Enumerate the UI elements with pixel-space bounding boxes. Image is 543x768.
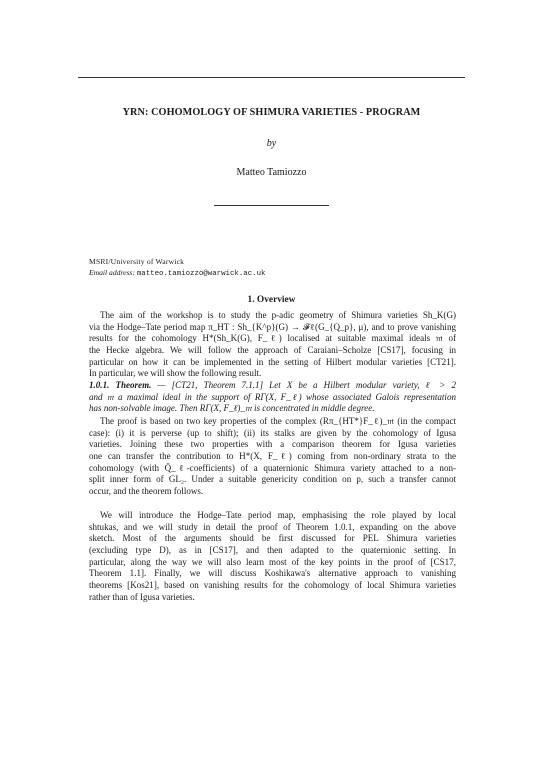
section-heading: 1. Overview [247,295,296,305]
email-label: Email address: [89,268,135,277]
text-line: occur, and the theorem follows. [89,486,204,497]
author-name: Matteo Tamiozzo [236,167,307,178]
paper-title: YRN: COHOMOLOGY OF SHIMURA VARIETIES - PROGRAM [122,107,421,118]
text-line: particular on how it can be implemented in the setting of Hilbert modular varieties [CT21]. [89,356,456,367]
byline-by: by [266,138,277,149]
text-line: rather than of Igusa varieties. [89,591,195,602]
text-line: The aim of the workshop is to study the p-adic geometry of Shimura varieties Sh_K(G) [100,310,456,320]
text-line: via the Hodge–Tate period map π_HT : Sh_{K^p}(G) → 𝓕ℓ(G_{Q_p}, μ), and to prove vanishing [89,321,456,332]
theorem-text: — [CT21, Theorem 7.1.1] Let X be a Hilbert modular variety, ℓ > 2 [151,380,456,390]
text-line: the Hecke algebra. We will follow the approach of Caraiani–Scholze [CS17], focusing in [89,345,456,356]
affiliation: MSRI/University of Warwick [89,257,185,266]
text-line: In particular, we will show the following result. [89,368,262,379]
paragraph-intro [89,310,456,380]
paragraph-proof-sketch [89,416,456,498]
theorem-text: has non-solvable image. Then RΓ(X, F_ℓ)_𝔪 is concentrated in middle degree. [89,403,375,414]
author-rule [214,205,329,206]
header-rule [78,77,465,78]
email-address: matteo.tamiozzo@warwick.ac.uk [136,270,266,278]
theorem-first-line [89,380,456,392]
text-line: The proof is based on two key properties of the complex (Rπ_{HT*}F_ℓ)_𝔪 (in the compact [100,416,456,426]
text-line: theorems [Kos21], based on vanishing results for the cohomology of local Shimura varieties [89,580,456,591]
theorem-text: and 𝔪 a maximal ideal in the support of RΓ(X, F_ℓ) whose associated Galois representation [89,391,456,402]
text-line: case): (i) it is perverse (up to shift); (ii) its stalks are given by the cohomology of Igusa [89,427,456,438]
theorem-block [89,380,456,415]
email-line [89,268,265,278]
text-line: cohomology (with Q̄_ℓ-coefficients) of a quaternionic Shimura variety attached to a non- [89,462,456,473]
paragraph-plan [89,510,456,604]
text-line: varieties. Joining these two properties with a comparison theorem for Igusa varieties [89,439,456,450]
text-line: (excluding type D), as in [CS17], and then adapted to the quaternionic setting. In [89,545,456,556]
text-line: sketch. Most of the arguments should be first discussed for PEL Shimura varieties [89,533,456,544]
text-line: one can transfer the contribution to H*(X, F_ℓ) coming from non-ordinary strata to the [89,451,456,462]
text-line: results for the cohomology H*(Sh_K(G), F_ℓ) localised at suitable maximal ideals 𝔪 of [89,333,456,344]
text-line: Theorem 1.1]. Finally, we will discuss Koshikawa's alternative approach to vanishing [89,568,456,579]
text-line: shtukas, and we will study in detail the proof of Theorem 1.0.1, expanding on the above [89,521,456,532]
text-line: split inner form of GL₂. Under a suitable genericity condition on p, such a transfer cannot [89,474,456,485]
text-line: We will introduce the Hodge–Tate period map, emphasising the role played by local [100,510,456,520]
theorem-heading: 1.0.1. Theorem. [89,380,152,390]
text-line: particular, along the way we will also learn most of the key points in the proof of [CS17, [89,556,456,567]
